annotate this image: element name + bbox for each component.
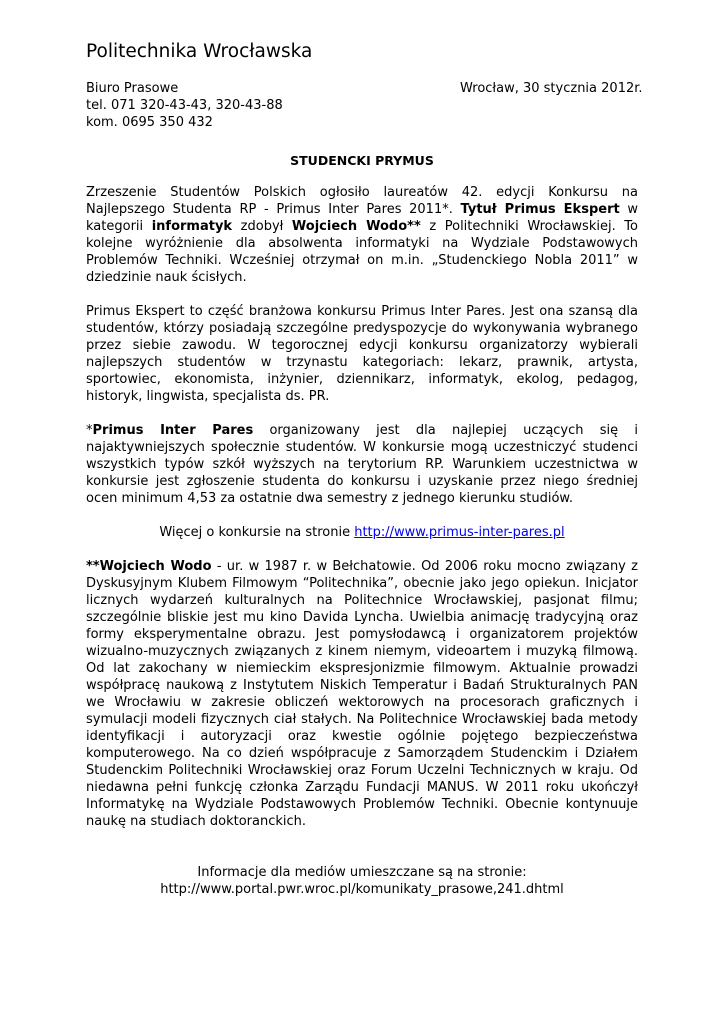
- biography-name-bold: **Wojciech Wodo: [86, 559, 212, 574]
- award-text-3: zdobył: [232, 219, 292, 234]
- contest-description: organizowany jest dla najlepiej uczących się i najaktywniejszych społecznie studentów. W konkursie mogą uczestniczyć studenci wszystkich typów szkół wyższych na terytorium RP. Warunkiem uczestnictwa w konkursie jest zgłoszenie studenta do konkursu i uzyskanie przez niego średniej ocen minimum 4,53 za ostatnie dwa semestry z jednego kierunku studiów.: [86, 423, 639, 506]
- media-info: [86, 864, 638, 898]
- award-text-1: Zrzeszenie Studentów Polskich ogłosiło laureatów 42. edycji Konkursu na Najlepszego Studenta RP - Primus Inter Pares 2011*.: [86, 185, 638, 217]
- more-info-text: Więcej o konkursie na stronie: [159, 525, 355, 540]
- media-info-url: http://www.portal.pwr.wroc.pl/komunikaty_prasowe,241.dhtml: [160, 882, 564, 897]
- document-title: STUDENCKI PRYMUS: [290, 153, 434, 168]
- organization-title: Politechnika Wrocławska: [86, 41, 313, 62]
- paragraph-footnote-contest: [86, 422, 638, 507]
- footnote-marker: *: [86, 423, 93, 438]
- mobile-number: kom. 0695 350 432: [86, 115, 213, 130]
- paragraph-award: [86, 184, 638, 286]
- award-category-bold: informatyk: [151, 219, 233, 234]
- more-info-line: [86, 524, 638, 541]
- award-text-2: w kategorii: [86, 202, 639, 234]
- contest-website-link[interactable]: http://www.primus-inter-pares.pl: [354, 525, 565, 540]
- award-text-4: z Politechniki Wrocławskiej. To kolejne wyróżnienie dla absolwenta informatyki na Wydziale Podstawowych Problemów Techniki. Wcześniej otrzymał on m.in. „Studenckiego Nobla 2011” w dziedzinie nauk ścisłych.: [86, 219, 638, 285]
- press-office: Biuro Prasowe: [86, 81, 179, 96]
- paragraph-biography: [86, 558, 638, 830]
- phone-numbers: tel. 071 320-43-43, 320-43-88: [86, 98, 283, 113]
- award-winner-bold: Wojciech Wodo**: [291, 219, 421, 234]
- media-info-text: Informacje dla mediów umieszczane są na stronie:: [197, 865, 527, 880]
- place-date: Wrocław, 30 stycznia 2012r.: [460, 81, 643, 96]
- document-body: [86, 184, 638, 915]
- biography-text: - ur. w 1987 r. w Bełchatowie. Od 2006 roku mocno związany z Dyskusyjnym Klubem Filmowym “Politechnika”, obecnie jako jego opiekun. Inicjator licznych wydarzeń kulturalnych na Politechnice Wrocławskiej, pasjonat filmu; szczególnie bliskie jest mu kino Davida Lyncha. Uwielbia animację tradycyjną oraz formy eksperymentalne obrazu. Jest pomysłodawcą i organizatorem projektów wizualno-muzycznych związanych z kinem niemym, videoartem i muzyką filmową. Od lat zakochany w niemieckim ekspresjonizmie filmowym. Aktualnie prowadzi współpracę naukową z Instytutem Niskich Temperatur i Badań Strukturalnych PAN we Wrocławiu w zakresie obliczeń wektorowych na procesorach graficznych i symulacji modeli fizycznych ciał stałych. Na Politechnice Wrocławskiej bada metody identyfikacji i autoryzacji oraz kwestie ogólnie pojętego bezpieczeństwa komputerowego. Na co dzień współpracuje z Samorządem Studenckim i Działem Studenckim Politechniki Wrocławskiej oraz Forum Uczelni Technicznych w kraju. Od niedawna pełni funkcję członka Zarządu Fundacji MANUS. W 2011 roku ukończył Informatykę na Wydziale Podstawowych Problemów Techniki. Obecnie kontynuuje naukę na studiach doktoranckich.: [86, 559, 638, 829]
- award-title-bold: Tytuł Primus Ekspert: [460, 202, 620, 217]
- contest-name-bold: Primus Inter Pares: [92, 423, 254, 438]
- paragraph-primus-ekspert: Primus Ekspert to część branżowa konkursu Primus Inter Pares. Jest ona szansą dla studentów, którzy posiadają szczególne predyspozycje do wykonywania wybranego przez siebie zawodu. W tegorocznej edycji konkursu organizatorzy wybierali najlepszych studentów w trzynastu kategoriach: lekarz, prawnik, artysta, sportowiec, ekonomista, inżynier, dziennikarz, informatyk, ekolog, pedagog, historyk, lingwista, specjalista ds. PR.: [86, 304, 638, 404]
